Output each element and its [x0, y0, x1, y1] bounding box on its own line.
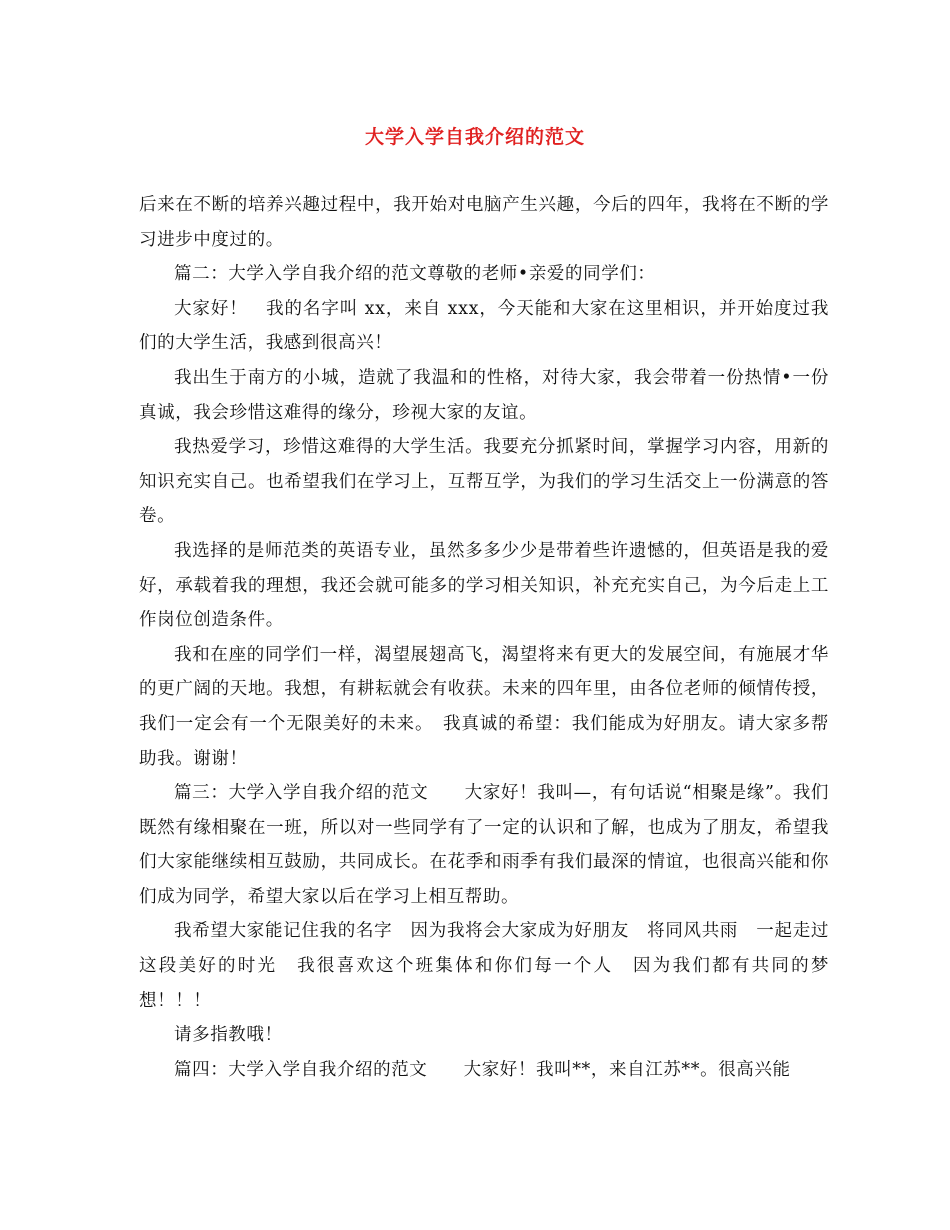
- paragraph-6: 我选择的是师范类的英语专业，虽然多多少少是带着些许遗憾的，但英语是我的爱好，承载着我的理想，我还会就可能多的学习相关知识，补充充实自己，为今后走上工作岗位创造条件。: [139, 540, 829, 631]
- paragraph-4: 我出生于南方的小城，造就了我温和的性格，对待大家，我会带着一份热情•一份真诚，我会珍惜这难得的缘分，珍视大家的友谊。: [139, 367, 829, 423]
- document-title: 大学入学自我介绍的范文: [364, 126, 585, 148]
- document-body: [139, 188, 829, 1087]
- paragraph-7: 我和在座的同学们一样，渴望展翅高飞，渴望将来有更大的发展空间，有施展才华的更广阔的天地。我想，有耕耘就会有收获。未来的四年里，由各位老师的倾情传授，我们一定会有一个无限美好的未来。 我真诚的希望：我们能成为好朋友。请大家多帮助我。谢谢！: [139, 644, 829, 769]
- paragraph-9: 我希望大家能记住我的名字 因为我将会大家成为好朋友 将同风共雨 一起走过这段美好的时光 我很喜欢这个班集体和你们每一个人 因为我们都有共同的梦想！！！: [139, 921, 829, 1011]
- paragraph-10: 请多指教哦！: [174, 1025, 283, 1046]
- paragraph-1: 后来在不断的培养兴趣过程中，我开始对电脑产生兴趣，今后的四年，我将在不断的学习进步中度过的。: [139, 195, 829, 250]
- paragraph-3: 大家好！ 我的名字叫 xx，来自 xxx，今天能和大家在这里相识，并开始度过我们的大学生活，我感到很高兴！: [139, 298, 829, 354]
- paragraph-2: 篇二：大学入学自我介绍的范文尊敬的老师•亲爱的同学们：: [174, 264, 656, 285]
- paragraph-8: 篇三：大学入学自我介绍的范文 大家好！我叫—，有句话说“相聚是缘”。我们既然有缘相聚在一班，所以对一些同学有了一定的认识和了解，也成为了朋友，希望我们大家能继续相互鼓励，共同成长。在花季和雨季有我们最深的情谊，也很高兴能和你们成为同学，希望大家以后在学习上相互帮助。: [139, 783, 829, 907]
- paragraph-5: 我热爱学习，珍惜这难得的大学生活。我要充分抓紧时间，掌握学习内容，用新的知识充实自己。也希望我们在学习上，互帮互学，为我们的学习生活交上一份满意的答卷。: [139, 437, 829, 527]
- paragraph-11: 篇四：大学入学自我介绍的范文 大家好！我叫**，来自江苏**。很高兴能: [174, 1059, 791, 1080]
